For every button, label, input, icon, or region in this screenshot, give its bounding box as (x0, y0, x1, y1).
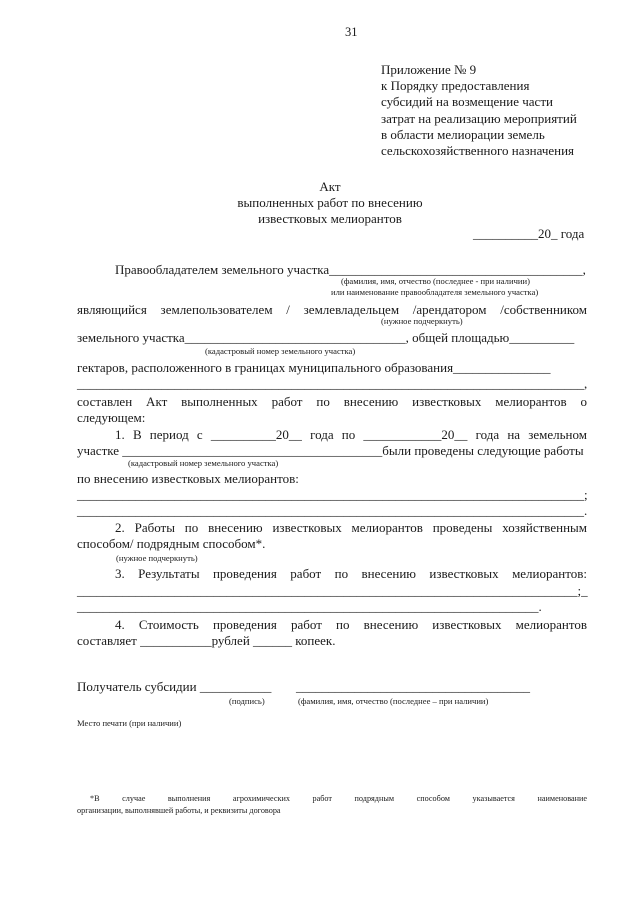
footnote-line: организации, выполнявшей работы, и реквизиты договора (77, 806, 281, 815)
cost-line-2: составляет ___________рублей ______ копеек. (77, 633, 336, 648)
stamp-place: Место печати (при наличии) (77, 718, 182, 728)
method-line: 2. Работы по внесению известковых мелиорантов проведены хозяйственным (115, 520, 587, 535)
method-note: (нужное подчеркнуть) (116, 553, 198, 563)
works-line: участке ________________________________________были проведены следующие работы (77, 443, 584, 458)
title-line: выполненных работ по внесению (237, 195, 423, 210)
title-line: Акт (319, 179, 341, 194)
act-line: составлен Акт выполненных работ по внесению известковых мелиорантов о (77, 394, 587, 409)
appendix-line: к Порядку предоставления (381, 78, 530, 94)
results-blank: _____________________________________________________________________________;_ (77, 583, 588, 598)
footnote-line: *В случае выполнения агрохимических работ подрядным способом указывается наименование (90, 794, 587, 803)
hectares-line: гектаров, расположенного в границах муниципального образования_______________ (77, 360, 551, 375)
following-line: следующем: (77, 410, 146, 425)
appendix-line: сельскохозяйственного назначения (381, 143, 575, 159)
results-line: 3. Результаты проведения работ по внесению известковых мелиорантов: (115, 566, 587, 581)
signature-note: (подпись) (229, 696, 265, 706)
recipient-name-line: ____________________________________ (296, 679, 530, 694)
municipality-line: ______________________________________________________________________________, (77, 376, 588, 391)
works-blank: ______________________________________________________________________________. (77, 503, 588, 518)
title-line: известковых мелиорантов (258, 211, 402, 226)
owner-line: Правообладателем земельного участка_______________________________________, (115, 262, 586, 277)
works-blank: ______________________________________________________________________________; (77, 487, 588, 502)
role-line: являющийся землепользователем / землевладельцем /арендатором /собственником (77, 302, 587, 317)
owner-note: или наименование правообладателя земельного участка) (331, 287, 539, 297)
works-note: (кадастровый номер земельного участка) (128, 458, 279, 468)
method-line-2: способом/ подрядным способом*. (77, 536, 266, 551)
works-intro: по внесению известковых мелиорантов: (77, 471, 299, 486)
document-title (200, 179, 460, 227)
results-blank: _______________________________________________________________________. (77, 599, 542, 614)
appendix-line: Приложение № 9 (381, 62, 477, 77)
appendix-block (381, 62, 577, 159)
page-number: 31 (345, 25, 358, 39)
appendix-line: в области мелиорации земель (381, 126, 545, 142)
parcel-line: земельного участка__________________________________, общей площадью__________ (77, 330, 575, 345)
name-note: (фамилия, имя, отчество (последнее – при наличии) (298, 696, 489, 706)
role-note: (нужное подчеркнуть) (381, 316, 463, 326)
appendix-line: затрат на реализацию мероприятий (381, 110, 577, 126)
period-line: 1. В период с __________20__ года по ____________20__ года на земельном (115, 427, 587, 442)
cost-line: 4. Стоимость проведения работ по внесению известковых мелиорантов (115, 617, 587, 632)
date-line: __________20_ года (473, 226, 585, 241)
recipient-label: Получатель субсидии ___________ (77, 679, 272, 694)
owner-note: (фамилия, имя, отчество (последнее - при наличии) (341, 276, 530, 286)
parcel-note: (кадастровый номер земельного участка) (205, 346, 356, 356)
appendix-line: субсидий на возмещение части (381, 94, 553, 110)
